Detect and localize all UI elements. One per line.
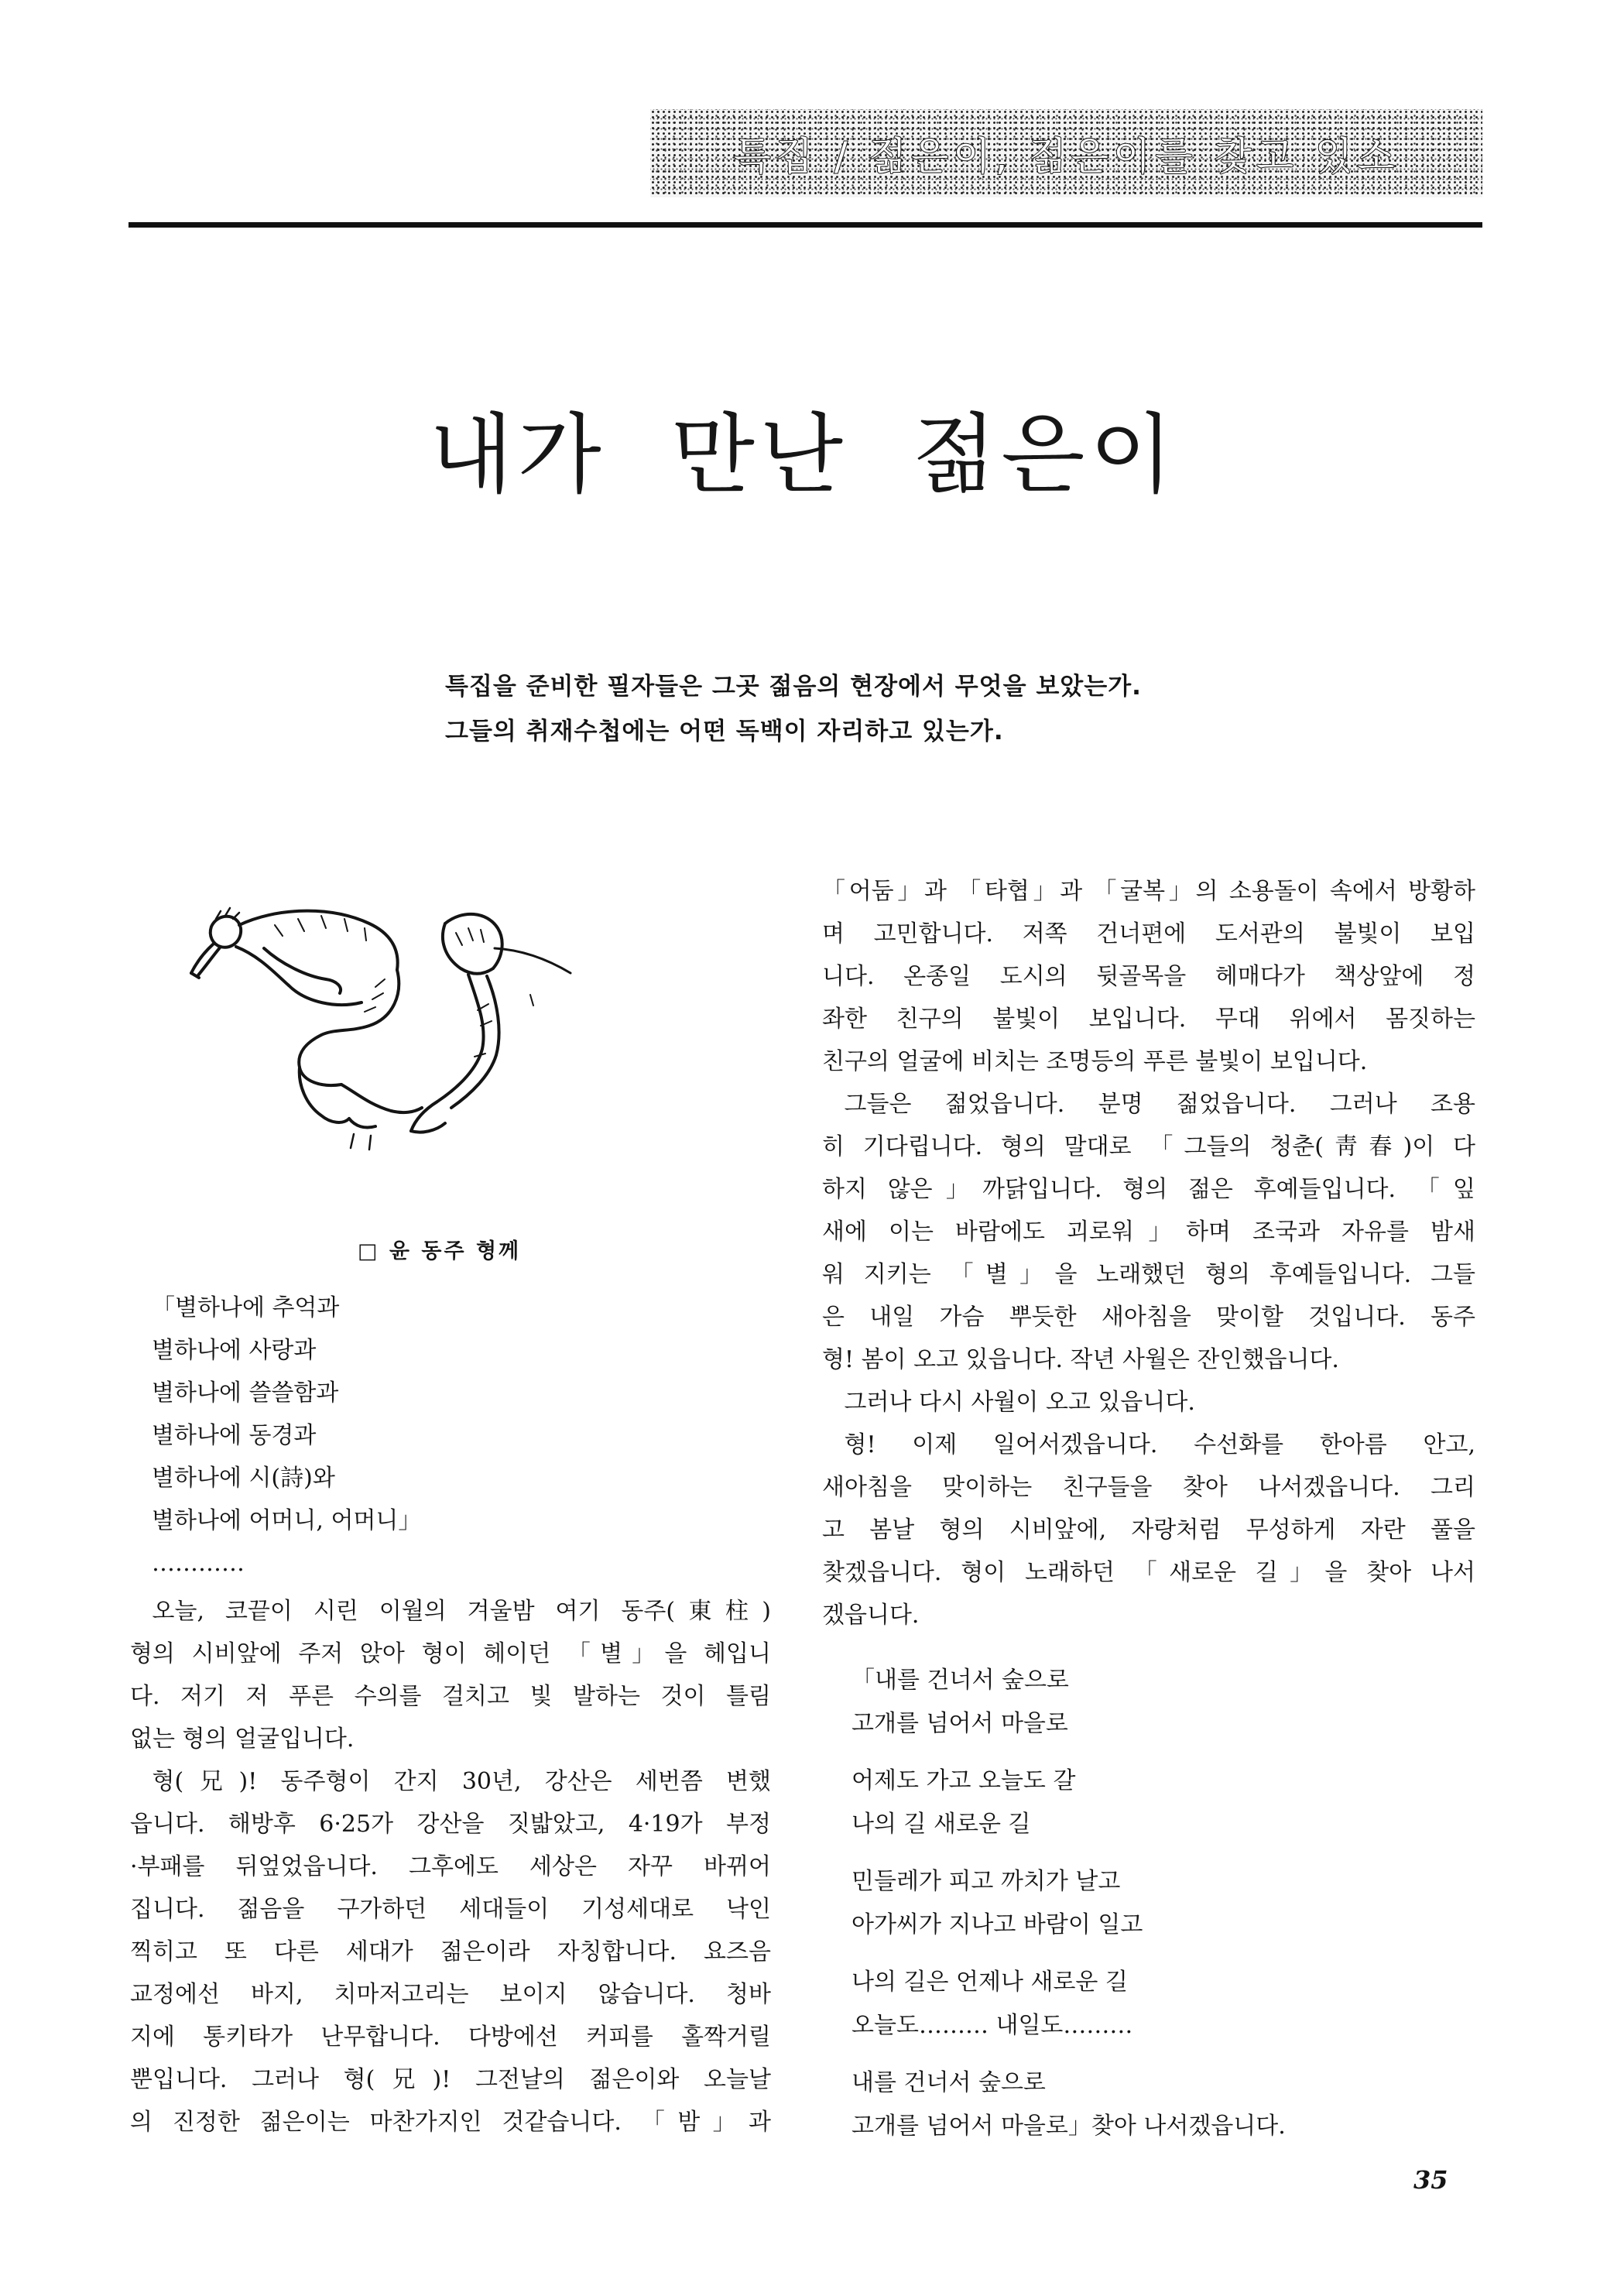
poem-stanza (851, 1760, 1475, 1846)
paragraph (822, 1381, 1475, 1424)
text-line: 니다. 온종일 도시의 뒷골목을 헤매다가 책상앞에 정 (822, 963, 1475, 990)
text-line: 히 기다립니다. 형의 말대로 「그들의 청춘(靑春)이 다 (822, 1133, 1475, 1160)
article-title: 내가 만난 젊은이 (429, 408, 1178, 504)
text-line: 형의 시비앞에 주저 앉아 형이 헤이던 「별」을 헤입니 (130, 1640, 771, 1667)
figure-sketch (190, 902, 577, 1157)
text-line: 지에 통키타가 난무합니다. 다방에선 커피를 홀짝거릴 (130, 2024, 771, 2051)
poem-stanza (851, 1659, 1475, 1746)
section-banner-text: 특집 / 젊은이, 젊은이를 찾고 있소 (733, 134, 1400, 179)
poem-line: 어제도 가고 오늘도 갈 (851, 1767, 1076, 1794)
text-line: 하지 않은」까닭입니다. 형의 젊은 후예들입니다. 「잎 (822, 1176, 1475, 1203)
poem-stanza (851, 1961, 1475, 2048)
text-line: 다. 저기 저 푸른 수의를 걸치고 빛 발하는 것이 틀림 (130, 1683, 771, 1710)
right-column-text (822, 870, 1475, 2162)
poem-line: 나의 길은 언제나 새로운 길 (851, 1969, 1128, 1996)
subtitle-line: 그들의 취재수첩에는 어떤 독백이 자리하고 있는가. (445, 718, 1004, 745)
text-line: 읍니다. 해방후 6·25가 강산을 짓밟았고, 4·19가 부정 (130, 1811, 771, 1838)
poem-line: 나의 길 새로운 길 (851, 1811, 1031, 1838)
poem-line: 별하나에 동경과 (152, 1422, 317, 1449)
poem-line: 「내를 건너서 숲으로 (851, 1667, 1069, 1694)
byline: □ 윤 동주 형께 (358, 1239, 522, 1263)
article-subtitle (445, 664, 1142, 754)
poem-line: 민들레가 피고 까치가 날고 (851, 1868, 1121, 1895)
text-line: 찍히고 또 다른 세대가 젊은이라 자칭합니다. 요즈음 (130, 1938, 771, 1965)
section-banner (650, 109, 1482, 197)
poem-line: 별하나에 시(詩)와 (152, 1465, 335, 1492)
text-line: 형! 이제 일어서겠읍니다. 수선화를 한아름 안고, (844, 1431, 1475, 1458)
text-line: 형! 봄이 오고 있읍니다. 작년 사월은 잔인했읍니다. (822, 1346, 1339, 1373)
page-number: 35 (1413, 2165, 1448, 2195)
poem-stanza (851, 2061, 1475, 2148)
text-line: 새아침을 맞이하는 친구들을 찾아 나서겠읍니다. 그리 (822, 1474, 1475, 1501)
text-line: 의 진정한 젊은이는 마찬가지인 것같습니다. 「밤」과 (130, 2109, 771, 2136)
paragraph (822, 1424, 1475, 1636)
poem-line: 오늘도……… 내일도……… (851, 2012, 1133, 2039)
left-column-text (130, 1590, 771, 2144)
text-line: 오늘, 코끝이 시린 이월의 겨울밤 여기 동주(東柱) (152, 1598, 771, 1625)
text-line: 없는 형의 얼굴입니다. (130, 1725, 355, 1753)
text-line: 좌한 친구의 불빛이 보입니다. 무대 위에서 몸짓하는 (822, 1006, 1475, 1033)
text-line: 그러나 다시 사월이 오고 있읍니다. (844, 1389, 1195, 1416)
text-line: 그들은 젊었읍니다. 분명 젊었읍니다. 그러나 조용 (844, 1091, 1475, 1118)
text-line: 「어둠」과 「타협」과 「굴복」의 소용돌이 속에서 방황하 (822, 878, 1475, 905)
poem-stanza (851, 1860, 1475, 1947)
poem-line: 별하나에 쓸쓸함과 (152, 1379, 339, 1407)
figure-illustration (190, 902, 577, 1157)
poem-line: 「별하나에 추억과 (152, 1294, 340, 1321)
poem-line: 별하나에 어머니, 어머니」 (152, 1507, 422, 1534)
text-line: 고 봄날 형의 시비앞에, 자랑처럼 무성하게 자란 풀을 (822, 1516, 1475, 1544)
closing-poem (851, 1659, 1475, 2148)
text-line: 새에 이는 바람에도 괴로워」하며 조국과 자유를 밤새 (822, 1218, 1475, 1246)
poem-line: 아가씨가 지나고 바람이 일고 (851, 1911, 1143, 1938)
text-line: 며 고민합니다. 저쪽 건너편에 도서관의 불빛이 보입 (822, 920, 1475, 948)
text-line: 집니다. 젊음을 구가하던 세대들이 기성세대로 낙인 (130, 1896, 771, 1923)
poem-line: 고개를 넘어서 마을로 (851, 1710, 1068, 1737)
poem-line: ………… (152, 1550, 245, 1577)
text-line: ·부패를 뒤엎었읍니다. 그후에도 세상은 자꾸 바뀌어 (130, 1853, 771, 1880)
poem-line: 별하나에 사랑과 (152, 1337, 317, 1364)
paragraph (130, 1760, 771, 2144)
header-rule (128, 222, 1482, 228)
text-line: 교정에선 바지, 치마저고리는 보이지 않습니다. 청바 (130, 1981, 771, 2008)
paragraph (822, 1083, 1475, 1381)
poem-line: 고개를 넘어서 마을로」찾아 나서겠읍니다. (851, 2113, 1286, 2140)
text-line: 은 내일 가슴 뿌듯한 새아침을 맞이할 것입니다. 동주 (822, 1304, 1475, 1331)
text-line: 형(兄)! 동주형이 간지 30년, 강산은 세번쯤 변했 (152, 1768, 771, 1795)
text-line: 뿐입니다. 그러나 형(兄)! 그전날의 젊은이와 오늘날 (130, 2066, 771, 2093)
poem-line: 내를 건너서 숲으로 (851, 2069, 1046, 2096)
paragraph (130, 1590, 771, 1760)
text-line: 워 지키는 「별」을 노래했던 형의 후예들입니다. 그들 (822, 1261, 1475, 1288)
paragraph (822, 870, 1475, 1083)
text-line: 찾겠읍니다. 형이 노래하던 「새로운 길」을 찾아 나서 (822, 1559, 1475, 1586)
subtitle-line: 특집을 준비한 필자들은 그곳 젊음의 현장에서 무엇을 보았는가. (445, 673, 1142, 701)
quoted-poem (152, 1287, 421, 1585)
text-line: 친구의 얼굴에 비치는 조명등의 푸른 불빛이 보입니다. (822, 1048, 1368, 1075)
text-line: 겠읍니다. (822, 1602, 920, 1629)
